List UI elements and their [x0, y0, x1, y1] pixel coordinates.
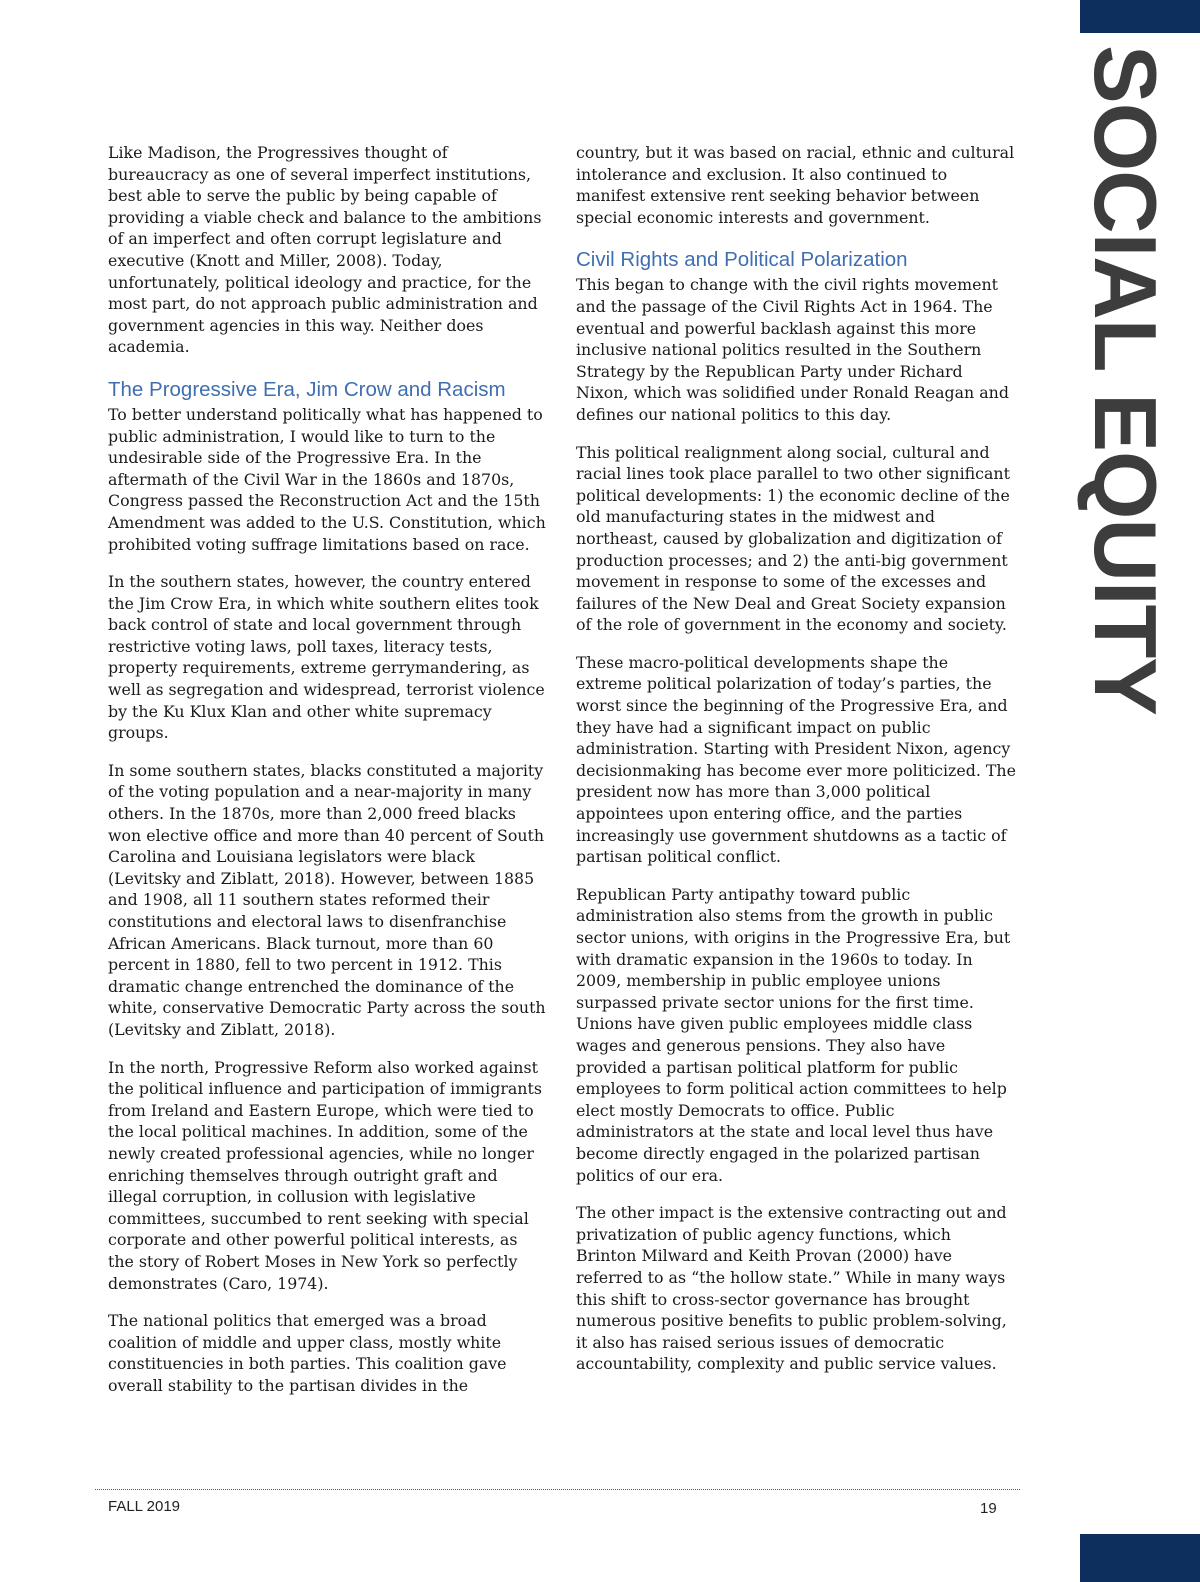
accent-tab-bottom	[1080, 1534, 1200, 1582]
paragraph: The other impact is the extensive contracting out and privatization of public agency functions, which Brinton Milward and Keith Provan (2000) have referred to as “the hollow state.” While in many ways this shift to cross-sector governance has brought numerous positive benefits to public problem-solving, it also has raised serious issues of democratic accountability, complexity and public service values.	[576, 1203, 1007, 1374]
paragraph: The national politics that emerged was a broad coalition of middle and upper class, mostly white constituencies in both parties. This coalition gave overall stability to the partisan divides in the	[108, 1311, 507, 1395]
paragraph: This political realignment along social, cultural and racial lines took place parallel to two other significant political developments: 1) the economic decline of the old manufacturing states in the midwest and northeast, caused by globalization and digitization of production processes; and 2) the anti-big government movement in response to some of the excesses and failures of the New Deal and Great Society expansion of the role of government in the economy and society.	[576, 442, 1010, 635]
left-column	[108, 142, 548, 1412]
paragraph: This began to change with the civil rights movement and the passage of the Civil Rights Act in 1964. The eventual and powerful backlash against this more inclusive national politics resulted in the Southern Strategy by the Republican Party under Richard Nixon, which was solidified under Ronald Reagan and defines our national politics to this day.	[576, 275, 1009, 424]
paragraph: Republican Party antipathy toward public administration also stems from the growth in public sector unions, with origins in the Progressive Era, but with dramatic expansion in the 1960s to today. In 2009, membership in public employee unions surpassed private sector unions for the first time. Unions have given public employees middle class wages and generous pensions. They also have provided a partisan political platform for public employees to form political action committees to help elect mostly Democrats to office. Public administrators at the state and local level thus have become directly engaged in the polarized partisan politics of our era.	[576, 884, 1011, 1185]
accent-tab-top	[1080, 0, 1200, 33]
section-title: SOCIAL EQUITY	[1076, 45, 1175, 715]
paragraph: In some southern states, blacks constituted a majority of the voting population and a near-majority in many others. In the 1870s, more than 2,000 freed blacks won elective office and more than 40 percent of South Carolina and Louisiana legislators were black (Levitsky and Ziblatt, 2018). However, between 1885 and 1908, all 11 southern states reformed their constitutions and electoral laws to disenfranchise African Americans. Black turnout, more than 60 percent in 1880, fell to two percent in 1912. This dramatic change entrenched the dominance of the white, conservative Democratic Party across the south (Levitsky and Ziblatt, 2018).	[108, 760, 546, 1039]
section-heading: The Progressive Era, Jim Crow and Racism	[108, 377, 506, 401]
issue-label: FALL 2019	[108, 1498, 181, 1515]
paragraph: In the southern states, however, the country entered the Jim Crow Era, in which white southern elites took back control of state and local government through restrictive voting laws, poll taxes, literacy tests, property requirements, extreme gerrymandering, as well as segregation and widespread, terrorist violence by the Ku Klux Klan and other white supremacy groups.	[108, 572, 545, 743]
paragraph: These macro-political developments shape the extreme political polarization of today’s parties, the worst since the beginning of the Progressive Era, and they have had a significant impact on public administration. Starting with President Nixon, agency decisionmaking has become ever more politicized. The president now has more than 3,000 political appointees upon entering office, and the parties increasingly use government shutdowns as a tactic of partisan political conflict.	[576, 652, 1016, 867]
paragraph: country, but it was based on racial, ethnic and cultural intolerance and exclusion. It also continued to manifest extensive rent seeking behavior between special economic interests and government.	[576, 143, 1015, 227]
footer-divider	[95, 1489, 1020, 1490]
paragraph: In the north, Progressive Reform also worked against the political influence and participation of immigrants from Ireland and Eastern Europe, which were tied to the local political machines. In addition, some of the newly created professional agencies, while no longer enriching themselves through outright graft and illegal corruption, in collusion with legislative committees, succumbed to rent seeking with special corporate and other powerful political interests, as the story of Robert Moses in New York so perfectly demonstrates (Caro, 1974).	[108, 1057, 542, 1293]
paragraph: To better understand politically what has happened to public administration, I would like to turn to the undesirable side of the Progressive Era. In the aftermath of the Civil War in the 1860s and 1870s, Congress passed the Reconstruction Act and the 15th Amendment was added to the U.S. Constitution, which prohibited voting suffrage limitations based on race.	[108, 404, 546, 554]
page-number: 19	[980, 1500, 997, 1517]
section-heading: Civil Rights and Political Polarization	[576, 248, 908, 272]
right-column	[576, 142, 1016, 1391]
paragraph: Like Madison, the Progressives thought of bureaucracy as one of several imperfect institutions, best able to serve the public by being capable of providing a viable check and balance to the ambitions of an imperfect and often corrupt legislature and executive (Knott and Miller, 2008). Today, unfortunately, political ideology and practice, for the most part, do not approach public administration and government agencies in this way. Neither does academia.	[108, 143, 542, 357]
